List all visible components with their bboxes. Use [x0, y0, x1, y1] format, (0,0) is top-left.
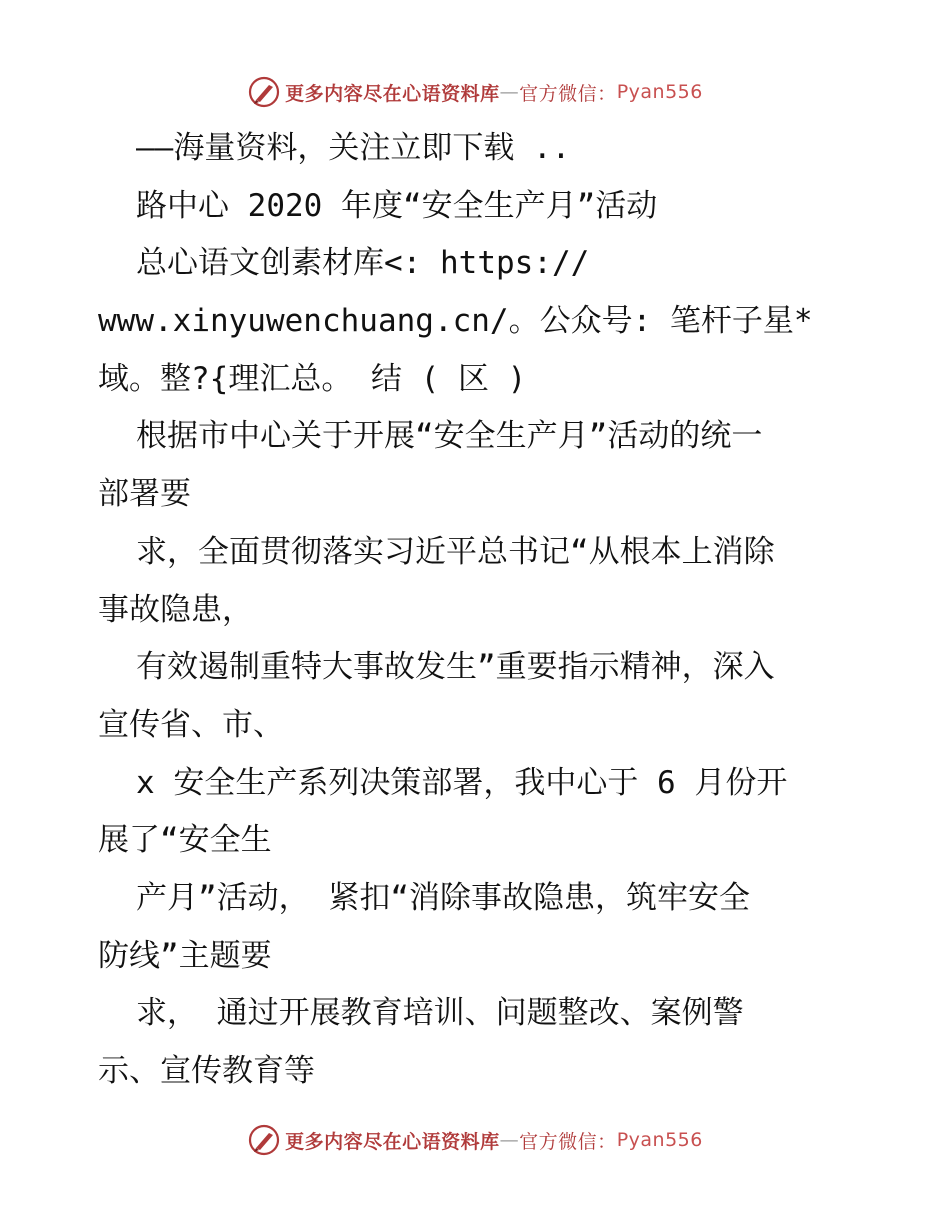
banner-main-text: 更多内容尽在心语资料库 — [285, 82, 500, 105]
text-line: 防线”主题要 — [98, 937, 272, 974]
header-banner — [0, 72, 950, 112]
quill-logo-icon — [247, 75, 281, 109]
document-body — [98, 120, 858, 1101]
quill-logo-icon — [247, 1123, 281, 1157]
banner-main-text: 更多内容尽在心语资料库 — [285, 1130, 500, 1153]
text-line: 宣传省、市、 — [98, 706, 284, 743]
text-line: 求，全面贯彻落实习近平总书记“从根本上消除 — [136, 533, 775, 570]
text-line: ——海量资料，关注立即下载 .. — [136, 130, 571, 166]
banner-wechat-label: 官方微信： — [519, 82, 617, 105]
text-line: 事故隐患， — [98, 591, 253, 628]
text-line: 有效遏制重特大事故发生”重要指示精神，深入 — [136, 649, 775, 686]
banner-wechat-id: Pyan556 — [616, 1129, 703, 1151]
text-line: 域。整?{理汇总。 结 ( 区 ) — [98, 360, 527, 397]
text-line: 展了“安全生 — [98, 822, 272, 859]
text-line: 产月”活动， 紧扣“消除事故隐患，筑牢安全 — [136, 879, 750, 916]
text-line: 根据市中心关于开展“安全生产月”活动的统一 — [136, 418, 763, 455]
banner-dash: — — [499, 81, 520, 103]
banner-wechat-id: Pyan556 — [616, 81, 703, 103]
text-line: www.xinyuwenchuang.cn/。公众号: 笔杆子星* — [98, 303, 813, 340]
text-line: 总心语文创素材库<: https:// — [136, 245, 590, 282]
banner-wechat-label: 官方微信： — [519, 1130, 617, 1153]
text-line: x 安全生产系列决策部署，我中心于 6 月份开 — [136, 764, 788, 801]
text-line: 求， 通过开展教育培训、问题整改、案例警 — [136, 995, 744, 1032]
text-line: 部署要 — [98, 476, 191, 513]
banner-dash: — — [499, 1129, 520, 1151]
text-line: 示、宣传教育等 — [98, 1053, 315, 1089]
text-line: 路中心 2020 年度“安全生产月”活动 — [136, 187, 658, 224]
footer-banner — [0, 1120, 950, 1160]
